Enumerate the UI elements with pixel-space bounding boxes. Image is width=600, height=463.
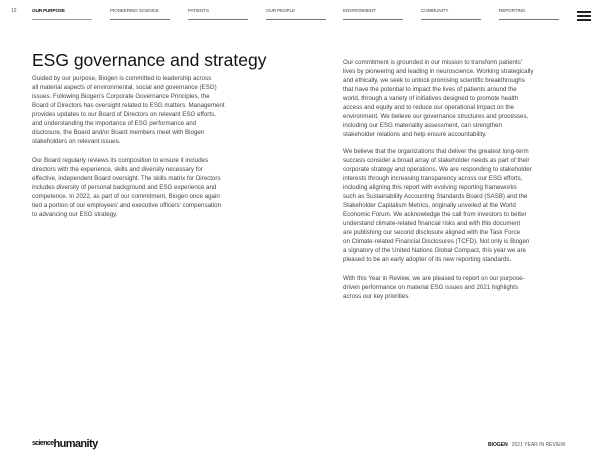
text-line: all material aspects of environmental, social and governance (ESG) <box>32 84 217 91</box>
footer-report-title: 2021 YEAR IN REVIEW <box>511 442 566 448</box>
text-line: that have the potential to impact the lives of patients around the <box>343 86 517 93</box>
text-line: driven performance on material ESG issues and 2021 highlights <box>343 284 519 291</box>
text-line: Our Board regularly reviews its composition to ensure it includes <box>32 157 209 164</box>
text-line: disclosure, the Board and/or Board members meet with Biogen <box>32 129 205 136</box>
nav-pioneering-science[interactable]: PIONEERING SCIENCE <box>110 8 170 20</box>
text-line: a signatory of the United Nations Global Compact, this year we are <box>343 247 526 254</box>
text-line: We believe that the organizations that deliver the greatest long-term <box>343 148 529 155</box>
text-line: With this Year in Review, we are pleased to report on our purpose- <box>343 275 525 282</box>
text-line: across our key priorities. <box>343 293 411 300</box>
text-line: success consider a broad array of stakeholder needs as part of their <box>343 157 530 164</box>
footer-label <box>488 442 565 448</box>
text-line: to advancing our ESG strategy. <box>32 211 118 218</box>
text-line: and ethically, we seek to unlock promising scientific breakthroughs <box>343 77 525 84</box>
text-line: including our ESG materiality assessment, can strengthen <box>343 122 502 129</box>
text-line: directors with the experience, skills and diversity necessary for <box>32 166 203 173</box>
footer-brand: BIOGEN <box>488 442 508 448</box>
text-line: pleased to be an early adopter of its new reporting standards. <box>343 256 512 263</box>
text-line: Guided by our purpose, Biogen is committed to leadership across <box>32 75 212 82</box>
text-line: lives by pioneering and leading in neuroscience. Working strategically <box>343 68 534 75</box>
text-line: stakeholders on relevant issues. <box>32 138 121 145</box>
right-paragraph-3 <box>343 274 525 301</box>
text-line: Economic Forum. We acknowledge the call from investors to better <box>343 211 527 218</box>
text-line: including aligning this report with evolving reporting frameworks <box>343 184 517 191</box>
text-line: competence. In 2022, as part of our commitment, Biogen once again <box>32 193 220 200</box>
text-line: world, through a variety of initiatives designed to promote health <box>343 95 519 102</box>
left-paragraph-2 <box>32 156 221 219</box>
nav-our-people[interactable]: OUR PEOPLE <box>266 8 326 20</box>
nav-environment[interactable]: ENVIRONMENT <box>343 8 403 20</box>
text-line: such as Sustainability Accounting Standards Board (SASB) and the <box>343 193 528 200</box>
text-line: corporate strategy and operations. We are responding to stakeholder <box>343 166 532 173</box>
text-line: are publishing our second disclosure aligned with the Task Force <box>343 229 521 236</box>
text-line: and understanding the importance of ESG performance and <box>32 120 197 127</box>
text-line: understand climate-related financial risks and with this document <box>343 220 521 227</box>
nav-community[interactable]: COMMUNITY <box>421 8 481 20</box>
right-paragraph-2 <box>343 147 532 264</box>
science-and-humanity-logo: sciencehumanity <box>32 438 98 450</box>
text-line: interests through increasing transparency across our ESG efforts, <box>343 175 523 182</box>
text-line: Our commitment is grounded in our mission to transform patients' <box>343 59 522 66</box>
left-paragraph-1 <box>32 74 225 146</box>
nav-our-purpose[interactable]: OUR PURPOSE <box>32 8 92 20</box>
page-title: ESG governance and strategy <box>32 50 267 70</box>
text-line: effective, independent Board oversight. The skills matrix for Directors <box>32 175 221 182</box>
text-line: issues. Following Biogen's Corporate Governance Principles, the <box>32 93 210 100</box>
nav-patients[interactable]: PATIENTS <box>188 8 248 20</box>
page-number: 12 <box>11 8 17 14</box>
text-line: on Climate-related Financial Disclosures (TCFD). Not only is Biogen <box>343 238 530 245</box>
text-line: provides updates to our Board of Directors on relevant ESG efforts, <box>32 111 216 118</box>
text-line: Stakeholder Capitalism Metrics, originally unveiled at the World <box>343 202 516 209</box>
text-line: includes diversity of personal background and ESG experience and <box>32 184 217 191</box>
text-line: stakeholder relations and help ensure accountability. <box>343 131 487 138</box>
hamburger-menu-icon[interactable] <box>577 11 591 21</box>
text-line: Board of Directors has oversight related to ESG matters. Management <box>32 102 225 109</box>
text-line: tied a portion of our employees' and executive officers' compensation <box>32 202 222 209</box>
text-line: environment. We believe our governance structures and processes, <box>343 113 529 120</box>
right-paragraph-1 <box>343 58 533 139</box>
text-line: access and equity and to reduce our operational impact on the <box>343 104 514 111</box>
nav-reporting[interactable]: REPORTING <box>499 8 559 20</box>
